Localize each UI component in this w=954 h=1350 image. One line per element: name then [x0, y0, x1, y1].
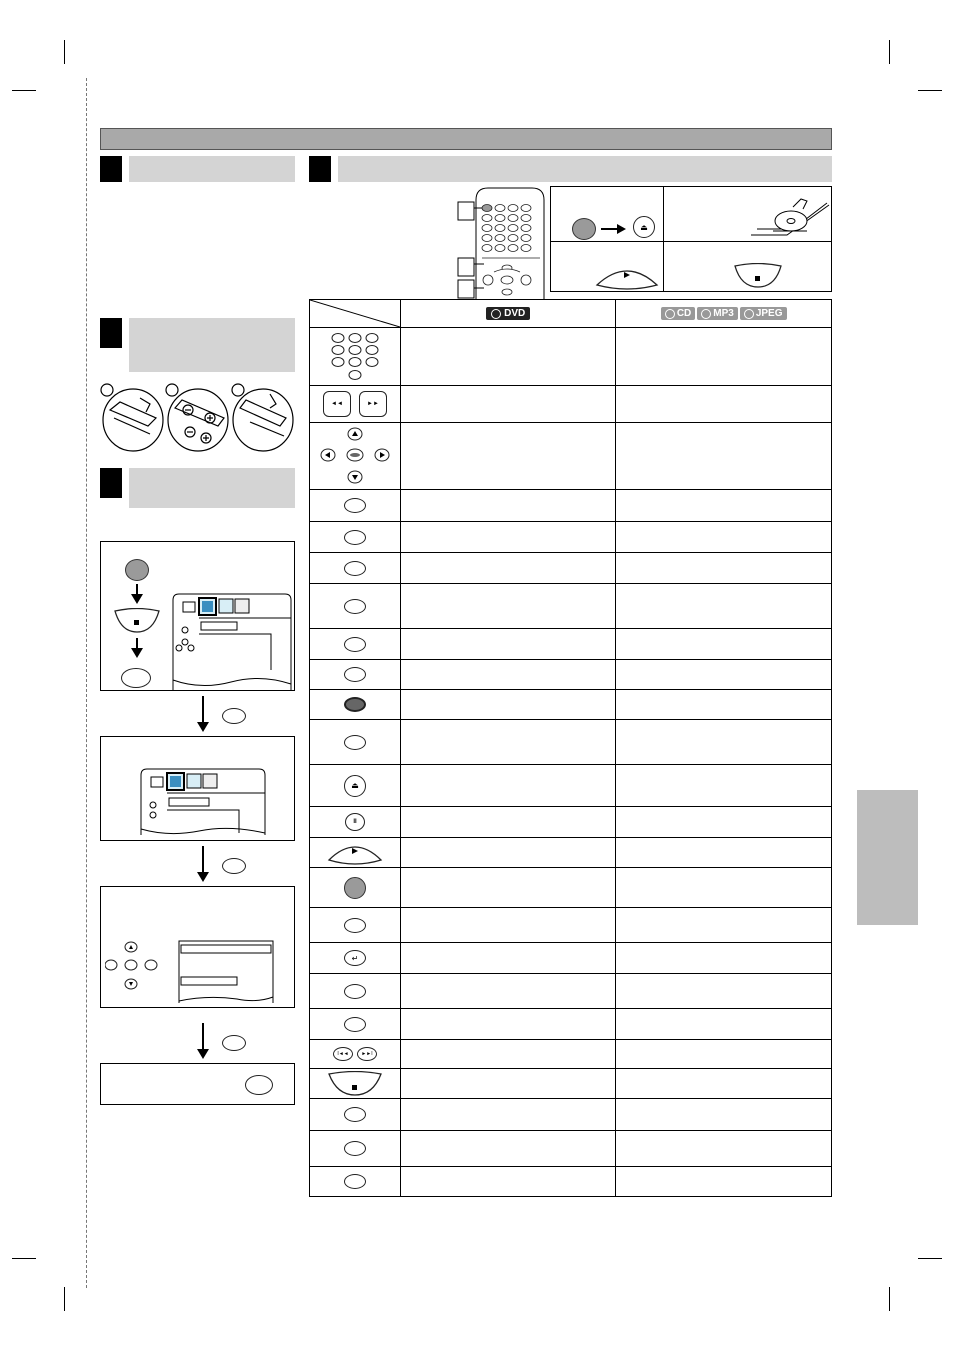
skip-forward-button[interactable]: [357, 1047, 377, 1061]
arrow-down-icon: [136, 638, 138, 650]
cd-function-cell: [616, 1099, 832, 1131]
dvd-function-cell: [401, 765, 616, 807]
cd-function-cell: [616, 1167, 832, 1197]
table-row: [310, 1040, 832, 1069]
cursor-pad-illustration: [105, 939, 161, 993]
dvd-function-cell: [401, 1099, 616, 1131]
crop-mark: [64, 40, 65, 64]
cd-function-cell: [616, 765, 832, 807]
eject-button-cell: [310, 765, 401, 807]
divider: [551, 241, 831, 242]
arrow-down-icon: [202, 846, 204, 874]
cd-function-cell: [616, 490, 832, 522]
dvd-function-cell: [401, 868, 616, 908]
enter-button[interactable]: [344, 697, 366, 712]
remote-button[interactable]: [344, 735, 366, 750]
button-function-table: [309, 299, 832, 1197]
remote-button[interactable]: [344, 1107, 366, 1122]
setup-button[interactable]: [125, 559, 149, 581]
table-row: [310, 423, 832, 490]
table-row: [310, 807, 832, 838]
dvd-function-cell: [401, 807, 616, 838]
cd-function-cell: [616, 328, 832, 386]
skip-buttons-cell: [310, 1040, 401, 1069]
play-button[interactable]: [327, 840, 383, 866]
table-row: [310, 908, 832, 943]
enter-button[interactable]: [121, 668, 151, 688]
button-cell: [310, 490, 401, 522]
side-index-tab: [857, 790, 918, 925]
dvd-function-cell: [401, 720, 616, 765]
dvd-function-cell: [401, 908, 616, 943]
setup-menu-screen: [171, 590, 295, 692]
crop-mark: [12, 1258, 36, 1259]
dvd-function-cell: [401, 423, 616, 490]
stop-button[interactable]: [733, 263, 783, 289]
cd-function-cell: [616, 660, 832, 690]
header-button-cell: [310, 300, 401, 328]
button-cell: [310, 1167, 401, 1197]
stop-button[interactable]: [113, 608, 161, 634]
fast-forward-icon: ►►: [367, 401, 379, 407]
eject-icon: ⏏: [640, 222, 648, 232]
table-row: [310, 584, 832, 629]
stop-button-cell: [310, 1069, 401, 1099]
return-icon: ↵: [351, 953, 359, 963]
cd-function-cell: [616, 1131, 832, 1167]
dvd-function-cell: [401, 328, 616, 386]
table-row: [310, 490, 832, 522]
pause-icon: II: [353, 819, 357, 825]
crop-mark: [889, 1287, 890, 1311]
cd-function-cell: [616, 908, 832, 943]
section-number-3: [100, 468, 122, 498]
power-button[interactable]: [344, 877, 366, 899]
remote-button[interactable]: [344, 530, 366, 545]
table-row: [310, 765, 832, 807]
eject-icon: ⏏: [351, 781, 359, 790]
cd-function-cell: [616, 553, 832, 584]
button-cell: [310, 720, 401, 765]
section-number-4: [309, 156, 331, 182]
crop-mark: [64, 1287, 65, 1311]
battery-illustration: [100, 382, 296, 454]
button-cell: [310, 1131, 401, 1167]
crop-mark: [12, 90, 36, 91]
section-number-2: [100, 318, 122, 348]
rewind-icon: ◄◄: [331, 401, 343, 407]
enter-button[interactable]: [222, 858, 246, 874]
remote-button[interactable]: [344, 599, 366, 614]
button-cell: [310, 690, 401, 720]
cd-function-cell: [616, 868, 832, 908]
remote-button[interactable]: [344, 498, 366, 513]
cd-function-cell: [616, 1009, 832, 1040]
enter-button[interactable]: [222, 708, 246, 724]
stop-button[interactable]: [327, 1071, 383, 1097]
arrow-down-icon: [136, 584, 138, 596]
numeric-keypad-cell: [310, 328, 401, 386]
jpeg-logo: JPEG: [740, 307, 787, 320]
remote-button[interactable]: [344, 561, 366, 576]
rewind-button[interactable]: [323, 391, 351, 417]
remote-button[interactable]: [344, 637, 366, 652]
power-button[interactable]: [572, 218, 596, 240]
cd-function-cell: [616, 423, 832, 490]
cd-function-cell: [616, 690, 832, 720]
table-row: [310, 1099, 832, 1131]
table-row: [310, 1131, 832, 1167]
cd-function-cell: [616, 1069, 832, 1099]
cd-logo: CD: [661, 307, 695, 320]
dvd-function-cell: [401, 974, 616, 1009]
cursor-buttons-cell: [310, 423, 401, 490]
table-row: [310, 690, 832, 720]
mp3-logo: MP3: [697, 307, 738, 320]
cd-function-cell: [616, 943, 832, 974]
numeric-keypad-icon[interactable]: [310, 328, 400, 385]
setup-step-2: [100, 736, 295, 841]
cd-function-cell: [616, 974, 832, 1009]
crop-mark: [918, 1258, 942, 1259]
dvd-function-cell: [401, 1167, 616, 1197]
enter-button[interactable]: [222, 1035, 246, 1051]
eject-button[interactable]: [344, 775, 366, 797]
table-row: [310, 1069, 832, 1099]
remote-button[interactable]: [344, 984, 366, 999]
button-cell: [310, 908, 401, 943]
dvd-function-cell: [401, 1040, 616, 1069]
arrow-right-icon: [599, 223, 627, 235]
table-row: [310, 522, 832, 553]
cd-function-cell: [616, 1040, 832, 1069]
table-row: [310, 1009, 832, 1040]
setup-button[interactable]: [245, 1075, 273, 1095]
table-row: [310, 629, 832, 660]
cursor-pad-icon[interactable]: [310, 423, 400, 489]
cd-function-cell: [616, 522, 832, 553]
skip-back-button[interactable]: [333, 1047, 353, 1061]
section-bar-1: [129, 156, 295, 182]
button-cell: [310, 1099, 401, 1131]
divider: [663, 187, 664, 291]
button-cell: [310, 1009, 401, 1040]
quick-operation-box: [550, 186, 832, 292]
return-button-cell: [310, 943, 401, 974]
page-header-bar: [100, 128, 832, 150]
cd-function-cell: [616, 807, 832, 838]
dvd-function-cell: [401, 838, 616, 868]
header-dvd-cell: [401, 300, 616, 328]
setup-step-1: [100, 541, 295, 691]
table-row: [310, 553, 832, 584]
setup-menu-screen: [139, 765, 269, 837]
button-cell: [310, 522, 401, 553]
table-row: [310, 838, 832, 868]
header-cd-mp3-jpeg-cell: [616, 300, 832, 328]
remote-button[interactable]: [344, 667, 366, 682]
skip-back-icon: I◄◄: [337, 1051, 349, 1057]
remote-button[interactable]: [344, 1141, 366, 1156]
dvd-function-cell: [401, 522, 616, 553]
table-header-row: [310, 300, 832, 328]
dvd-function-cell: [401, 584, 616, 629]
button-cell: [310, 974, 401, 1009]
skip-forward-icon: ►►I: [361, 1051, 373, 1057]
pause-button[interactable]: [345, 813, 365, 831]
cd-function-cell: [616, 720, 832, 765]
crop-mark: [918, 90, 942, 91]
remote-button[interactable]: [344, 1174, 366, 1189]
disc-tray-illustration: [747, 195, 831, 239]
button-cell: [310, 629, 401, 660]
dvd-function-cell: [401, 660, 616, 690]
dvd-function-cell: [401, 1009, 616, 1040]
play-button-cell: [310, 838, 401, 868]
table-row: [310, 328, 832, 386]
pause-button-cell: [310, 807, 401, 838]
remote-button[interactable]: [344, 918, 366, 933]
play-button[interactable]: [595, 263, 659, 291]
dvd-function-cell: [401, 553, 616, 584]
dvd-function-cell: [401, 1131, 616, 1167]
section-bar-2: [129, 318, 295, 372]
remote-control-illustration: [456, 184, 548, 300]
section-bar-4: [338, 156, 832, 182]
search-buttons-cell: [310, 386, 401, 423]
table-row: [310, 974, 832, 1009]
fold-line: [86, 78, 87, 1288]
cd-function-cell: [616, 629, 832, 660]
dvd-function-cell: [401, 386, 616, 423]
dvd-function-cell: [401, 490, 616, 522]
remote-button[interactable]: [344, 1017, 366, 1032]
arrow-down-icon: [202, 1023, 204, 1051]
dvd-function-cell: [401, 690, 616, 720]
fast-forward-button[interactable]: [359, 391, 387, 417]
table-row: [310, 1167, 832, 1197]
table-row: [310, 720, 832, 765]
table-row: [310, 660, 832, 690]
power-button-cell: [310, 868, 401, 908]
button-cell: [310, 553, 401, 584]
crop-mark: [889, 40, 890, 64]
cd-function-cell: [616, 386, 832, 423]
section-number-1: [100, 156, 122, 182]
setup-step-3: [100, 886, 295, 1008]
dvd-function-cell: [401, 943, 616, 974]
cd-function-cell: [616, 838, 832, 868]
return-button[interactable]: [344, 950, 366, 966]
table-row: [310, 868, 832, 908]
section-bar-3: [129, 468, 295, 508]
dvd-logo: DVD: [486, 307, 530, 320]
eject-button[interactable]: [633, 216, 655, 238]
dvd-function-cell: [401, 1069, 616, 1099]
dvd-function-cell: [401, 629, 616, 660]
table-row: [310, 386, 832, 423]
button-cell: [310, 660, 401, 690]
setup-step-4: [100, 1063, 295, 1105]
cd-function-cell: [616, 584, 832, 629]
button-cell: [310, 584, 401, 629]
table-row: [310, 943, 832, 974]
arrow-down-icon: [202, 696, 204, 724]
settings-list-screen: [177, 937, 277, 1005]
